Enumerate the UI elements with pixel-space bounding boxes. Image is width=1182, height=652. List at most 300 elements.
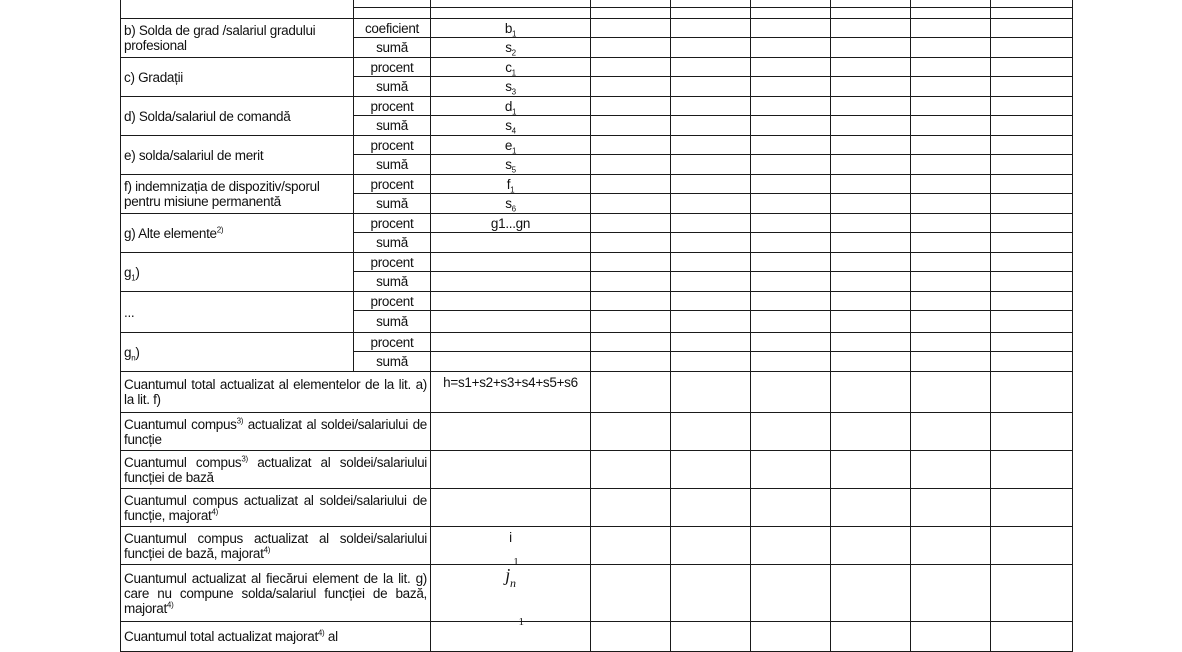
footnote-mark: 3) [241,454,248,463]
value-cell[interactable] [591,136,671,155]
table-row [121,214,1073,233]
value-cell[interactable] [991,175,1073,194]
symbol-cell [431,352,591,372]
unit-cell: sumă [354,38,431,58]
value-cell[interactable] [991,622,1073,652]
value-cell[interactable] [751,272,831,292]
summary-row [121,489,1073,527]
summary-label-text: Cuantumul actualizat al fiecărui element de la lit. g) care nu compune solda/salariul funcției de bază, majorat [124,570,427,616]
value-cell[interactable] [831,175,911,194]
value-cell[interactable] [831,8,911,19]
summary-label-text: Cuantumul total actualizat majorat [124,629,318,644]
row-label-text: f) indemnizația de dispozitiv/sporul pentru misiune permanentă [124,179,320,209]
subscript: 5 [511,165,516,175]
value-cell[interactable] [911,451,991,489]
value-cell[interactable] [671,155,751,175]
unit-cell: procent [354,58,431,77]
unit-cell: procent [354,333,431,352]
value-cell[interactable] [751,214,831,233]
value-cell[interactable] [911,272,991,292]
value-cell[interactable] [831,253,911,272]
table-row [121,136,1073,155]
value-cell[interactable] [991,489,1073,527]
value-cell[interactable] [911,333,991,352]
summary-row [121,451,1073,489]
value-cell[interactable] [751,77,831,97]
symbol-cell [431,19,591,38]
row-label-text: ... [124,304,135,320]
unit-cell: sumă [354,272,431,292]
value-cell[interactable] [991,97,1073,116]
value-cell[interactable] [591,527,671,565]
value-cell[interactable] [991,565,1073,622]
summary-label-text: Cuantumul total actualizat al elementelor de la lit. a) la lit. f) [124,377,427,407]
value-cell[interactable] [991,136,1073,155]
summary-label-text: Cuantumul compus actualizat al soldei/salariului de funcție, majorat [124,492,427,523]
row-label-text: g) Alte elemente [124,225,217,241]
value-cell[interactable] [911,413,991,451]
summary-label [121,489,431,527]
value-cell[interactable] [671,0,751,8]
value-cell[interactable] [671,272,751,292]
value-cell[interactable] [911,155,991,175]
symbol-cell [431,194,591,214]
value-cell[interactable] [991,233,1073,253]
summary-row [121,372,1073,413]
value-cell[interactable] [991,19,1073,38]
summary-label [121,565,431,622]
value-cell[interactable] [591,233,671,253]
unit-cell: procent [354,97,431,116]
subscript: 2 [511,48,516,58]
symbol-cell [431,8,591,19]
subscript: 1 [512,107,517,117]
symbol-cell [431,214,591,233]
row-label-tail: ) [135,344,140,360]
footnote-mark: 4) [317,628,325,638]
value-cell[interactable] [911,253,991,272]
value-cell[interactable] [831,194,911,214]
symbol-cell [431,292,591,311]
value-cell[interactable] [671,194,751,214]
value-cell[interactable] [671,175,751,194]
symbol-cell [431,38,591,58]
value-cell[interactable] [591,622,671,652]
value-cell[interactable] [911,77,991,97]
value-cell[interactable] [591,0,671,8]
value-cell[interactable] [671,233,751,253]
math-subscript: n [510,576,516,590]
value-cell[interactable] [831,565,911,622]
value-cell[interactable] [831,58,911,77]
table-row [121,253,1073,272]
subscript: 3 [511,87,516,97]
value-cell[interactable] [911,0,991,8]
symbol-text: f [506,176,511,192]
table-row [121,333,1073,352]
value-cell[interactable] [751,413,831,451]
value-cell[interactable] [831,97,911,116]
table-row [121,292,1073,311]
row-label [121,136,354,175]
row-label [121,292,354,333]
value-cell[interactable] [751,136,831,155]
value-cell[interactable] [831,333,911,352]
value-cell[interactable] [751,0,831,8]
value-cell[interactable] [671,136,751,155]
value-cell[interactable] [751,38,831,58]
symbol-cell [431,175,591,194]
symbol-cell [431,489,591,527]
value-cell[interactable] [751,58,831,77]
value-cell[interactable] [911,58,991,77]
value-cell[interactable] [751,565,831,622]
value-cell[interactable] [991,58,1073,77]
value-cell[interactable] [831,116,911,136]
value-cell[interactable] [991,214,1073,233]
row-label-text: b) Solda de grad /salariul gradului profesional [124,23,316,53]
summary-label [121,413,431,451]
value-cell[interactable] [591,272,671,292]
value-cell[interactable] [671,97,751,116]
value-cell[interactable] [671,19,751,38]
unit-cell: sumă [354,352,431,372]
footnote-mark: 4) [166,600,174,609]
value-cell[interactable] [991,333,1073,352]
value-cell[interactable] [831,77,911,97]
value-cell[interactable] [671,38,751,58]
value-cell[interactable] [991,527,1073,565]
subscript: 1 [131,273,136,283]
table-row [121,0,1073,8]
table-row [121,97,1073,116]
summary-row [121,565,1073,622]
value-cell[interactable] [831,372,911,413]
unit-cell: procent [354,292,431,311]
value-cell[interactable] [671,372,751,413]
value-cell[interactable] [591,77,671,97]
unit-cell: sumă [354,233,431,253]
footnote-mark: 3) [236,416,244,425]
value-cell[interactable] [671,352,751,372]
value-cell[interactable] [911,622,991,652]
value-cell[interactable] [911,175,991,194]
unit-cell [354,8,431,19]
value-cell[interactable] [831,352,911,372]
row-label-text: e) solda/salariul de merit [124,147,264,163]
symbol-cell [431,272,591,292]
value-cell[interactable] [591,58,671,77]
row-label [121,333,354,372]
row-label [121,175,354,214]
symbol-cell [431,116,591,136]
value-cell[interactable] [671,253,751,272]
footnote-mark: 4) [211,507,219,516]
symbol-cell [431,136,591,155]
value-cell[interactable] [751,194,831,214]
value-cell[interactable] [591,451,671,489]
value-cell[interactable] [751,451,831,489]
value-cell[interactable] [991,0,1073,8]
symbol-cell [431,556,591,622]
value-cell[interactable] [751,292,831,311]
value-cell[interactable] [591,19,671,38]
value-cell[interactable] [591,565,671,622]
value-cell[interactable] [591,8,671,19]
math-symbol [505,556,519,590]
summary-label-text: Cuantumul compus actualizat al soldei/salariului funcției de bază, majorat [124,530,427,561]
value-cell[interactable] [671,8,751,19]
table-row [121,175,1073,194]
value-cell[interactable] [831,0,911,8]
value-cell[interactable] [831,527,911,565]
value-cell[interactable] [751,489,831,527]
value-cell[interactable] [831,214,911,233]
value-cell[interactable] [911,489,991,527]
row-label [121,97,354,136]
value-cell[interactable] [831,155,911,175]
unit-cell: procent [354,175,431,194]
value-cell[interactable] [671,489,751,527]
value-cell[interactable] [911,214,991,233]
value-cell[interactable] [991,77,1073,97]
value-cell[interactable] [831,489,911,527]
symbol-cell [431,333,591,352]
value-cell[interactable] [671,527,751,565]
value-cell[interactable] [911,352,991,372]
table-row [121,19,1073,38]
value-cell[interactable] [591,489,671,527]
subscript: 1 [511,68,516,78]
summary-label-tail: actualizat al soldei/salariului funcției de bază [124,454,427,485]
value-cell[interactable] [591,413,671,451]
math-main: j [505,565,510,585]
unit-cell [354,0,431,8]
value-cell[interactable] [591,253,671,272]
summary-label-text: Cuantumul compus [124,416,237,432]
symbol-cell [431,97,591,116]
value-cell[interactable] [671,58,751,77]
footnote-mark: 2) [216,225,224,234]
value-cell[interactable] [751,311,831,333]
row-label-text: g [124,264,132,280]
symbol-cell [431,451,591,489]
value-cell[interactable] [911,136,991,155]
value-cell[interactable] [911,19,991,38]
value-cell[interactable] [671,214,751,233]
value-cell[interactable] [671,622,751,652]
value-cell[interactable] [671,116,751,136]
symbol-text: c [505,59,512,75]
math-superscript: 1 [513,556,519,568]
value-cell[interactable] [671,311,751,333]
value-cell[interactable] [751,333,831,352]
summary-label [121,372,431,413]
subscript: 1 [512,146,517,156]
value-cell[interactable] [591,155,671,175]
value-cell[interactable] [671,451,751,489]
symbol-text: s [505,118,512,133]
value-cell[interactable] [831,451,911,489]
value-cell[interactable] [911,38,991,58]
value-cell[interactable] [751,622,831,652]
symbol-text: s [505,196,512,211]
symbol-cell [431,311,591,333]
summary-label-tail: actualizat al soldei/salariului de funcție [124,416,428,447]
value-cell[interactable] [591,116,671,136]
symbol-text: h=s1+s2+s3+s4+s5+s6 [443,375,578,390]
value-cell[interactable] [591,175,671,194]
value-cell[interactable] [751,116,831,136]
symbol-text: s [505,157,512,172]
row-label [121,0,354,19]
summary-row [121,527,1073,565]
unit-cell: sumă [354,155,431,175]
subscript: 1 [510,185,515,195]
symbol-text: e [504,137,513,153]
value-cell[interactable] [591,372,671,413]
value-cell[interactable] [591,352,671,372]
value-cell[interactable] [671,77,751,97]
value-cell[interactable] [591,97,671,116]
value-cell[interactable] [671,333,751,352]
symbol-cell [431,413,591,451]
symbol-cell [431,0,591,8]
row-label [121,58,354,97]
symbol-cell [431,233,591,253]
value-cell[interactable] [591,333,671,352]
symbol-cell [431,372,591,413]
value-cell[interactable] [991,38,1073,58]
value-cell[interactable] [671,413,751,451]
unit-cell: coeficient [354,19,431,38]
value-cell[interactable] [751,253,831,272]
value-cell[interactable] [911,194,991,214]
value-cell[interactable] [591,311,671,333]
footnote-mark: 4) [263,545,271,554]
value-cell[interactable] [751,352,831,372]
subscript: 6 [511,204,516,214]
value-cell[interactable] [991,194,1073,214]
value-cell[interactable] [831,233,911,253]
summary-label [121,451,431,489]
value-cell[interactable] [671,565,751,622]
value-cell[interactable] [911,311,991,333]
symbol-cell [431,77,591,97]
unit-cell: sumă [354,311,431,333]
value-cell[interactable] [911,116,991,136]
value-cell[interactable] [831,311,911,333]
value-cell[interactable] [991,292,1073,311]
value-cell[interactable] [591,194,671,214]
summary-row [121,622,1073,652]
value-cell[interactable] [751,19,831,38]
symbol-text: i [509,530,512,545]
value-cell[interactable] [911,8,991,19]
symbol-cell [431,616,591,652]
value-cell[interactable] [591,38,671,58]
symbol-cell [431,253,591,272]
summary-label [121,622,431,652]
value-cell[interactable] [911,233,991,253]
symbol-text: s [505,79,512,94]
value-cell[interactable] [991,272,1073,292]
value-cell[interactable] [591,214,671,233]
value-cell[interactable] [991,116,1073,136]
value-cell[interactable] [831,136,911,155]
value-cell[interactable] [911,97,991,116]
row-label [121,253,354,292]
value-cell[interactable] [831,292,911,311]
symbol-cell [431,527,591,565]
value-cell[interactable] [831,413,911,451]
symbol-text: b [504,20,513,36]
row-label [121,19,354,58]
unit-cell: procent [354,253,431,272]
unit-cell: sumă [354,77,431,97]
value-cell[interactable] [991,155,1073,175]
value-cell[interactable] [671,292,751,311]
symbol-text: g1...gn [490,215,531,231]
value-cell[interactable] [751,233,831,253]
row-label-text: c) Gradații [124,69,183,85]
math-superscript: 1 [518,616,524,628]
value-cell[interactable] [911,292,991,311]
symbol-text: d [504,98,513,114]
value-cell[interactable] [751,372,831,413]
value-cell[interactable] [991,352,1073,372]
value-cell[interactable] [991,8,1073,19]
subscript: 4 [511,126,516,136]
value-cell[interactable] [911,527,991,565]
value-cell[interactable] [831,272,911,292]
value-cell[interactable] [751,175,831,194]
value-cell[interactable] [991,451,1073,489]
symbol-text: s [505,40,512,55]
row-label-tail: ) [135,264,140,280]
table-row [121,58,1073,77]
row-label-text: d) Solda/salariul de comandă [124,108,291,124]
value-cell[interactable] [591,292,671,311]
unit-cell: procent [354,214,431,233]
subscript: 1 [512,29,517,39]
value-cell[interactable] [751,527,831,565]
symbol-cell [431,155,591,175]
subscript: n [131,353,136,363]
value-cell[interactable] [991,311,1073,333]
unit-cell: procent [354,136,431,155]
value-cell[interactable] [991,253,1073,272]
value-cell[interactable] [751,8,831,19]
value-cell[interactable] [751,97,831,116]
summary-label [121,527,431,565]
value-cell[interactable] [831,19,911,38]
symbol-cell [431,58,591,77]
value-cell[interactable] [831,38,911,58]
value-cell[interactable] [751,155,831,175]
value-cell[interactable] [911,565,991,622]
row-label [121,214,354,253]
row-label-text: g [124,344,132,360]
value-cell[interactable] [991,413,1073,451]
unit-cell: sumă [354,116,431,136]
value-cell[interactable] [831,622,911,652]
unit-cell: sumă [354,194,431,214]
value-cell[interactable] [911,372,991,413]
value-cell[interactable] [991,372,1073,413]
summary-row [121,413,1073,451]
salary-table [120,0,1073,652]
